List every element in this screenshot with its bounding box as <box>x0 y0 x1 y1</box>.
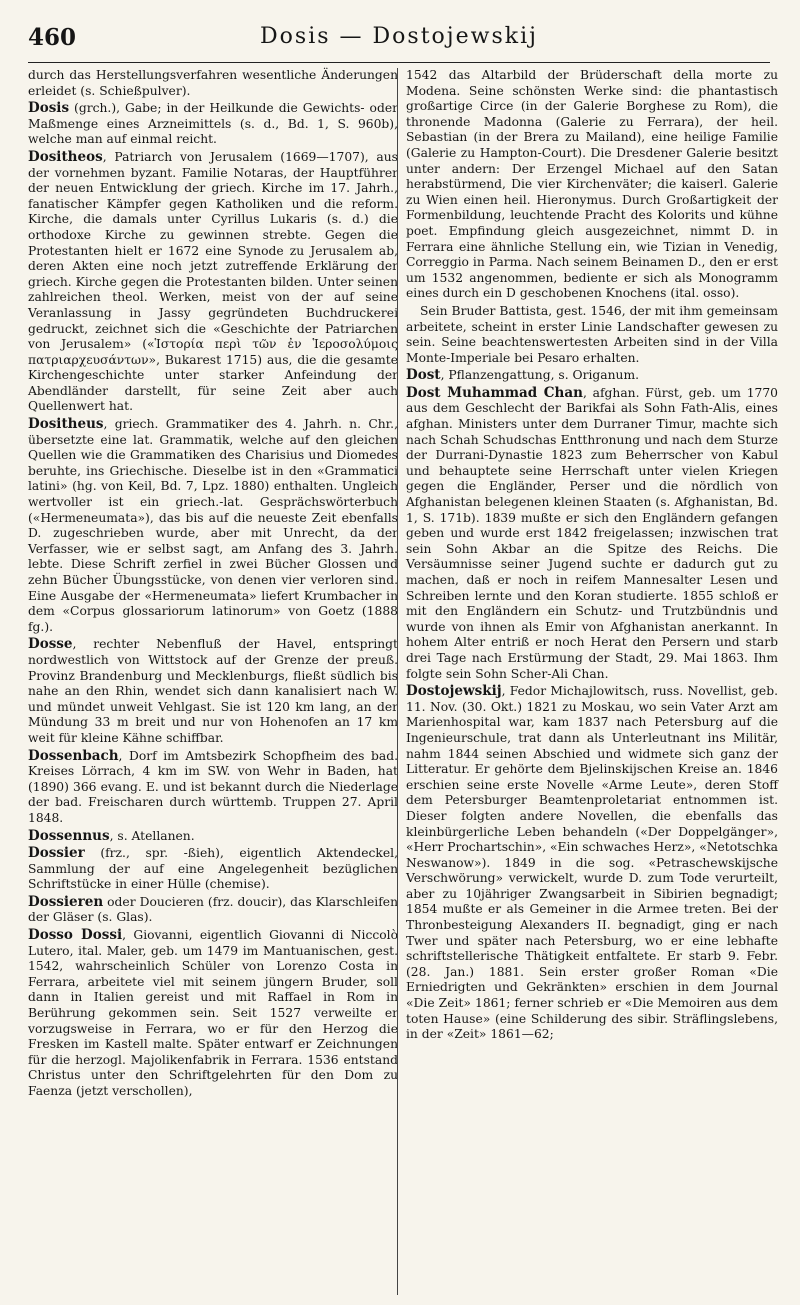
dictionary-entry <box>28 846 398 893</box>
entry-headword: Dossenbach <box>28 747 119 764</box>
dictionary-entry <box>28 101 398 148</box>
dictionary-entry <box>28 68 398 99</box>
entry-headword: Dossieren <box>28 893 104 910</box>
dictionary-entry <box>28 749 398 827</box>
entry-headword: Dostojewskij <box>406 683 502 700</box>
entry-text: , Pflanzengattung, s. Origanum. <box>440 368 640 383</box>
right-column <box>406 68 778 1045</box>
entry-headword: Dost <box>406 367 441 384</box>
entry-text: 1542 das Altarbild der Brüderschaft della morte zu Modena. Seine schönsten Werke sind: die phantastisch großartige Circe (in der Galerie Borghese zu Rom), die thronende Madonna (Galerie zu Ferrara), der heil. Sebastian (in der Brera zu Mailand), eine heilige Familie (Galerie zu Hampton-Court). Die Dresdener Galerie besitzt unter andern: Der Erzengel Michael auf den Satan herabstürmend, Die vier Kirchenväter; die kaiserl. Galerie zu Wien einen heil. Hieronymus. Durch Großartigkeit der Formenbildung, leuchtende Pracht des Kolorits und kühne poet. Empfindung gleich ausgezeichnet, nimmt D. in Ferrara eine ähnliche Stellung ein, wie Tizian in Venedig, Correggio in Parma. Nach seinem Beinamen D., den er erst um 1532 angenommen, bediente er sich als Monogramm eines durch ein D geschobenen Knochens (ital. osso). <box>406 68 778 301</box>
dictionary-entry <box>28 417 398 635</box>
dictionary-entry <box>28 637 398 746</box>
page-number: 460 <box>28 24 77 51</box>
column-divider <box>397 68 398 1295</box>
dictionary-entry <box>406 684 778 1043</box>
entry-text: , Giovanni, eigentlich Giovanni di Niccolò Lutero, ital. Maler, geb. um 1479 im Mantuanischen, gest. 1542, wahrscheinlich Schüler von Lorenzo Costa in Ferrara, arbeitete viel mit seinem jüngern Bruder, soll dann in Italien gereist und mit Raffael in Rom in Berührung gekommen sein. Seit 1527 verweilte er vorzugsweise in Ferrara, wo er für den Herzog die Fresken im Kastell malte. Später entwarf er Zeichnungen für die herzogl. Majolikenfabrik in Ferrara. 1536 entstand Christus unter den Schriftgelehrten für den Dom zu Faenza (jetzt verschollen), <box>28 928 398 1098</box>
entry-headword: Dost Muhammad Chan <box>406 384 583 401</box>
entry-headword: Dossennus <box>28 827 110 844</box>
entry-text: , Patriarch von Jerusalem (1669—1707), aus der vornehmen byzant. Familie Notaras, der Hauptführer der neuen Entwicklung der griech. Kirche im 17. Jahrh., fanatischer Kämpfer gegen Katholiken und die reform. Kirche, die damals unter Cyrillus Lukaris (s. d.) die orthodoxe Kirche zu gewinnen strebte. Gegen die Protestanten hielt er 1672 eine Synode zu Jerusalem ab, deren Akten eine noch jetzt zutreffende Erklärung der griech. Kirche gegen die Protestanten bilden. Unter seinen zahlreichen theol. Werken, meist von der auf seine Veranlassung in Jassy gegründeten Buchdruckerei gedruckt, zeichnet sich die «Geschichte der Patriarchen von Jerusalem» («Ἱστορία περὶ τῶν ἐν Ἱεροσολύμοις πατριαρχευσάντων», Bukarest 1715) aus, die die gesamte Kirchengeschichte unter starker Anfeindung der Abendländer darstellt, für seine Zeit aber auch Quellenwert hat. <box>28 149 398 414</box>
page-header <box>28 22 770 58</box>
header-rule <box>28 62 770 63</box>
entry-text: Sein Bruder Battista, gest. 1546, der mit ihm gemeinsam arbeitete, scheint in erster Linie Landschafter gewesen zu sein. Seine beachtenswertesten Arbeiten sind in der Villa Monte-Imperiale bei Pesaro erhalten. <box>406 303 778 365</box>
entry-text: , rechter Nebenfluß der Havel, entspringt nordwestlich von Wittstock auf der Grenze der preuß. Provinz Brandenburg und Mecklenburgs, fließt südlich bis nahe an den Rhin, wendet sich dann kanalisiert nach W. und mündet unweit Vehlgast. Sie ist 120 km lang, an der Mündung 33 m breit und nur von Hohenofen an 17 km weit für kleine Kähne schiffbar. <box>28 637 398 745</box>
dictionary-entry <box>406 368 778 384</box>
dictionary-entry <box>28 150 398 415</box>
entry-headword: Dosse <box>28 636 73 653</box>
entry-headword: Dositheus <box>28 416 104 433</box>
entry-text: , griech. Grammatiker des 4. Jahrh. n. Chr., übersetzte eine lat. Grammatik, welche auf den gleichen Quellen wie die Grammatiken des Charisius und Diomedes beruhte, ins Griechische. Dieselbe ist in den «Grammatici latini» (hg. von Keil, Bd. 7, Lpz. 1880) enthalten. Ungleich wertvoller ist ein griech.-lat. Gesprächswörterbuch («Hermeneumata»), das bis auf die neueste Zeit ebenfalls D. zugeschrieben wurde, aber mit Unrecht, da der Verfasser, wie er selbst sagt, am Anfang des 3. Jahrh. lebte. Diese Schrift zerfiel in zwei Bücher Glossen und zehn Bücher Übungsstücke, von denen vier verloren sind. Eine Ausgabe der «Hermeneumata» liefert Krumbacher in dem «Corpus glossariorum latinorum» von Goetz (1888 fg.). <box>28 417 398 634</box>
entry-text: , s. Atellanen. <box>109 828 195 843</box>
dictionary-entry <box>28 928 398 1100</box>
dictionary-entry <box>28 829 398 845</box>
dictionary-entry <box>28 895 398 926</box>
entry-text: , Dorf im Amtsbezirk Schopfheim des bad. Kreises Lörrach, 4 km im SW. von Wehr in Baden, hat (1890) 366 evang. E. und ist bekannt durch die Niederlage der bad. Freischaren durch württemb. Truppen 27. April 1848. <box>28 748 398 825</box>
entry-headword: Dositheos <box>28 148 103 165</box>
entry-text: , Fedor Michajlowitsch, russ. Novellist, geb. 11. Nov. (30. Okt.) 1821 zu Moskau, wo sein Vater Arzt am Marienhospital war, kam 1837 nach Petersburg auf die Ingenieurschule, trat dann als Unterleutnant ins Militär, nahm 1844 seinen Abschied und widmete sich ganz der Litteratur. Er gehörte dem Bjelinskijschen Kreise an. 1846 erschien seine erste Novelle «Arme Leute», deren Stoff dem Petersburger Beamtenproletariat entnommen ist. Dieser folgten andere Novellen, die ebenfalls das kleinbürgerliche Leben behandeln («Der Doppelgänger», «Herr Prochartschin», «Ein schwaches Herz», «Netotschka Neswanow»). 1849 in die sog. «Petraschewskijsche Verschwörung» verwickelt, wurde D. zum Tode verurteilt, aber zu 10jähriger Zwangsarbeit in Sibirien begnadigt; 1854 mußte er als Gemeiner in die Armee treten. Bei der Thronbesteigung Alexanders II. begnadigt, ging er nach Twer und später nach Petersburg, wo er eine lebhafte schriftstellerische Thätigkeit entfaltete. Er starb 9. Febr. (28. Jan.) 1881. Sein erster großer Roman «Die Erniedrigten und Gekränkten» erschien in dem Journal «Die Zeit» 1861; ferner schrieb er «Die Memoiren aus dem toten Hause» (eine Schilderung des sibir. Sträflingslebens, in der «Zeit» 1861—62; <box>406 684 778 1042</box>
entry-text: oder Doucieren (frz. doucir), das Klarschleifen der Gläser (s. Glas). <box>28 894 398 925</box>
entry-headword: Dosis <box>28 100 70 117</box>
entry-headword: Dosso Dossi <box>28 927 123 944</box>
left-column <box>28 68 398 1102</box>
entry-text: (grch.), Gabe; in der Heilkunde die Gewichts- oder Maßmenge eines Arzneimittels (s. d., Bd. 1, S. 960b), welche man auf einmal reicht. <box>28 101 398 147</box>
dictionary-entry <box>406 68 778 302</box>
entry-text: durch das Herstellungsverfahren wesentliche Änderungen erleidet (s. Schießpulver). <box>28 68 398 98</box>
entry-headword: Dossier <box>28 845 85 862</box>
entry-text: (frz., spr. -ßieh), eigentlich Aktendeckel, Sammlung der auf eine Angelegenheit bezüglichen Schriftstücke in einer Hülle (chemise). <box>28 846 398 892</box>
entry-text: , afghan. Fürst, geb. um 1770 aus dem Geschlecht der Barikfai als Sohn Fath-Alis, eines afghan. Ministers unter dem Durraner Timur, machte sich nach Schah Schudschas Entthronung und nach dem Sturze der Durrani-Dynastie 1823 zum Beherrscher von Kabul und behauptete seine Herrschaft unter vielen Kriegen gegen die Engländer, Perser und die nördlich von Afghanistan belegenen kleinen Staaten (s. Afghanistan, Bd. 1, S. 171b). 1839 mußte er sich den Engländern gefangen geben und wurde erst 1842 freigelassen; inzwischen trat sein Sohn Akbar an die Spitze des Reichs. Die Versäumnisse seiner Jugend suchte er dadurch gut zu machen, daß er noch in reifem Mannesalter Lesen und Schreiben lernte und den Koran studierte. 1855 schloß er mit den Engländern ein Schutz- und Trutzbündnis und wurde von ihnen als Emir von Afghanistan anerkannt. In hohem Alter entriß er noch Herat den Persern und starb drei Tage nach Erstürmung der Stadt, 29. Mai 1863. Ihm folgte sein Sohn Scher-Ali Chan. <box>406 385 778 681</box>
running-head: Dosis — Dostojewskij <box>260 24 538 49</box>
dictionary-entry <box>406 304 778 366</box>
dictionary-entry <box>406 386 778 682</box>
